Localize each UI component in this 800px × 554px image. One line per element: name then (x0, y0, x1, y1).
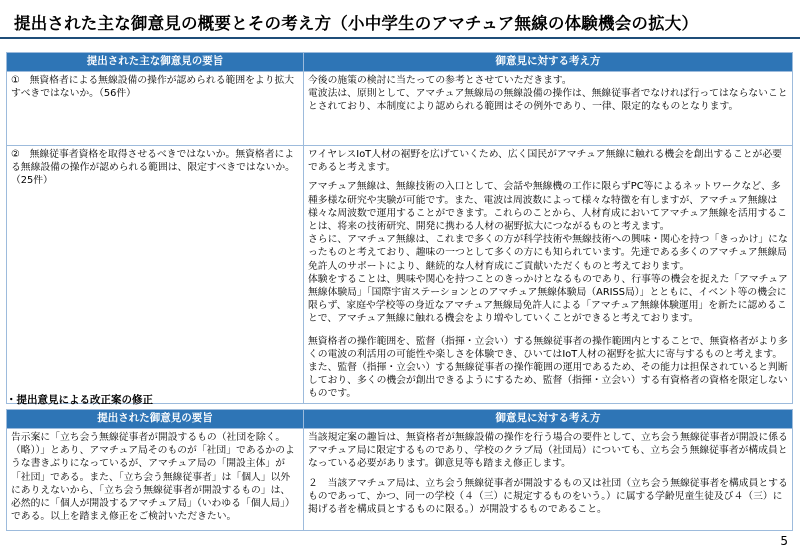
table-row (7, 429, 793, 531)
response-text: 今後の施策の検討に当たっての参考とさせていただきます。 電波法は、原則として、アマチュア無線局の無線設備の操作は、無線従事者でなければ行ってはならないこととされており、本制度により認められる範囲はその例外であり、一律、限定的なものとなります。 (308, 75, 788, 113)
table-row (7, 72, 793, 146)
section-heading: ・提出意見による改正案の修正 (6, 394, 153, 406)
page-number: 5 (780, 534, 788, 548)
response-text: 無資格者の操作範囲を、監督（指揮・立会い）する無線従事者の操作範囲内とすることで、無資格者がより多くの電波の利活用の可能性や楽しさを体験でき、ひいてはIoT人材の裾野を拡大に寄与するものと考えます。また、監督（指揮・立会い）する無線従事者の操作範囲の運用であるため、その能力は担保されていると判断しており、多くの機会が創出できるようにするため、監督（指揮・立会い）する有資格者の資格を限定しないものです。 (308, 335, 788, 400)
opinion-cell (7, 146, 304, 404)
opinion-text: ① 無資格者による無線設備の操作が認められる範囲をより拡大すべきではないか。（56件） (11, 75, 295, 100)
column-header-opinion: 提出された主な御意見の要旨 (7, 53, 304, 72)
table-header-row (7, 53, 793, 72)
column-header-response: 御意見に対する考え方 (304, 410, 793, 429)
response-text: ワイヤレスIoT人材の裾野を広げていくため、広く国民がアマチュア無線に触れる機会を創出することが必要であると考えます。 (308, 149, 782, 174)
page-title: 提出された主な御意見の概要とその考え方（小中学生のアマチュア無線の体験機会の拡大） (14, 14, 699, 33)
column-header-opinion: 提出された御意見の要旨 (7, 410, 304, 429)
column-header-response: 御意見に対する考え方 (304, 53, 793, 72)
title-divider (0, 37, 800, 39)
response-text: ２ 当該アマチュア局は、立ち会う無線従事者が開設するもの又は社団（立ち会う無線従事者を構成員とするものであって、かつ、同一の学校（４（三）に規定するものをいう。）に属する学齢児童生徒及び４（三）に掲げる者を構成員とするものに限る。）が開設するものであること。 (308, 477, 788, 516)
response-text: 当該規定案の趣旨は、無資格者が無線設備の操作を行う場合の要件として、立ち会う無線従事者が開設に係るアマチュア局に限定するものであり、学校のクラブ局（社団局）についても、立ち会う無線従事者が構成員となっている必要があります。御意見等も踏まえ修正します。 (308, 432, 788, 470)
revision-table (6, 409, 793, 531)
opinions-table (6, 52, 793, 404)
opinion-cell (7, 72, 304, 146)
table-header-row (7, 410, 793, 429)
opinion-text: ② 無線従事者資格を取得させるべきではないか。無資格者による無線設備の操作が認められる範囲は、限定すべきではないか。（25件） (11, 149, 295, 187)
response-cell (304, 72, 793, 146)
response-cell (304, 146, 793, 404)
table-row (7, 146, 793, 404)
response-cell (304, 429, 793, 531)
opinion-text: 告示案に「立ち会う無線従事者が開設するもの（社団を除く。（略））」とあり、アマチュア局そのものが「社団」であるかのような書きぶりになっているが、アマチュア局の「開設主体」が「社団」である。また、「立ち会う無線従事者」は「個人」以外にありえないから、「立ち会う無線従事者が開設するもの」は、必然的に「個人が開設するアマチュア局」（いわゆる「個人局」）である。以上を踏まえ修正をご検討いただきたい。 (11, 432, 295, 523)
opinion-cell (7, 429, 304, 531)
response-text: アマチュア無線は、無線技術の入口として、会話や無線機の工作に限らずPC等によるネットワークなど、多種多様な研究や実験が可能です。また、電波は周波数によって様々な特徴を有しますが、アマチュア無線は様々な周波数で運用することができます。これらのことから、人材育成においてアマチュア無線を活用することは、将来の技術研究、開発に携わる人材の裾野拡大につながるものと考えます。 さらに、アマチュア無線は、これまで多くの方が科学技術や無線技術への興味・関心を持つ「きっかけ」になったものと考えており、趣味の一つとして多くの方にも知られています。先達である多くのアマチュア無線局免許人のサポートにより、継続的な人材育成にご貢献いただくものと考えております。 体験をすることは、興味や関心を持つことのきっかけとなるものであり、行事等の機会を捉えた「アマチュア無線体験局」「国際宇宙ステーションとのアマチュア無線体験局（ARISS局）」とともに、イベント等の機会に限らず、家庭や学校等の身近なアマチュア無線局免許人による「アマチュア無線体験運用」を新たに認めることで、アマチュア無線に触れる機会をより増やしていくことができると考えております。 (308, 181, 788, 325)
